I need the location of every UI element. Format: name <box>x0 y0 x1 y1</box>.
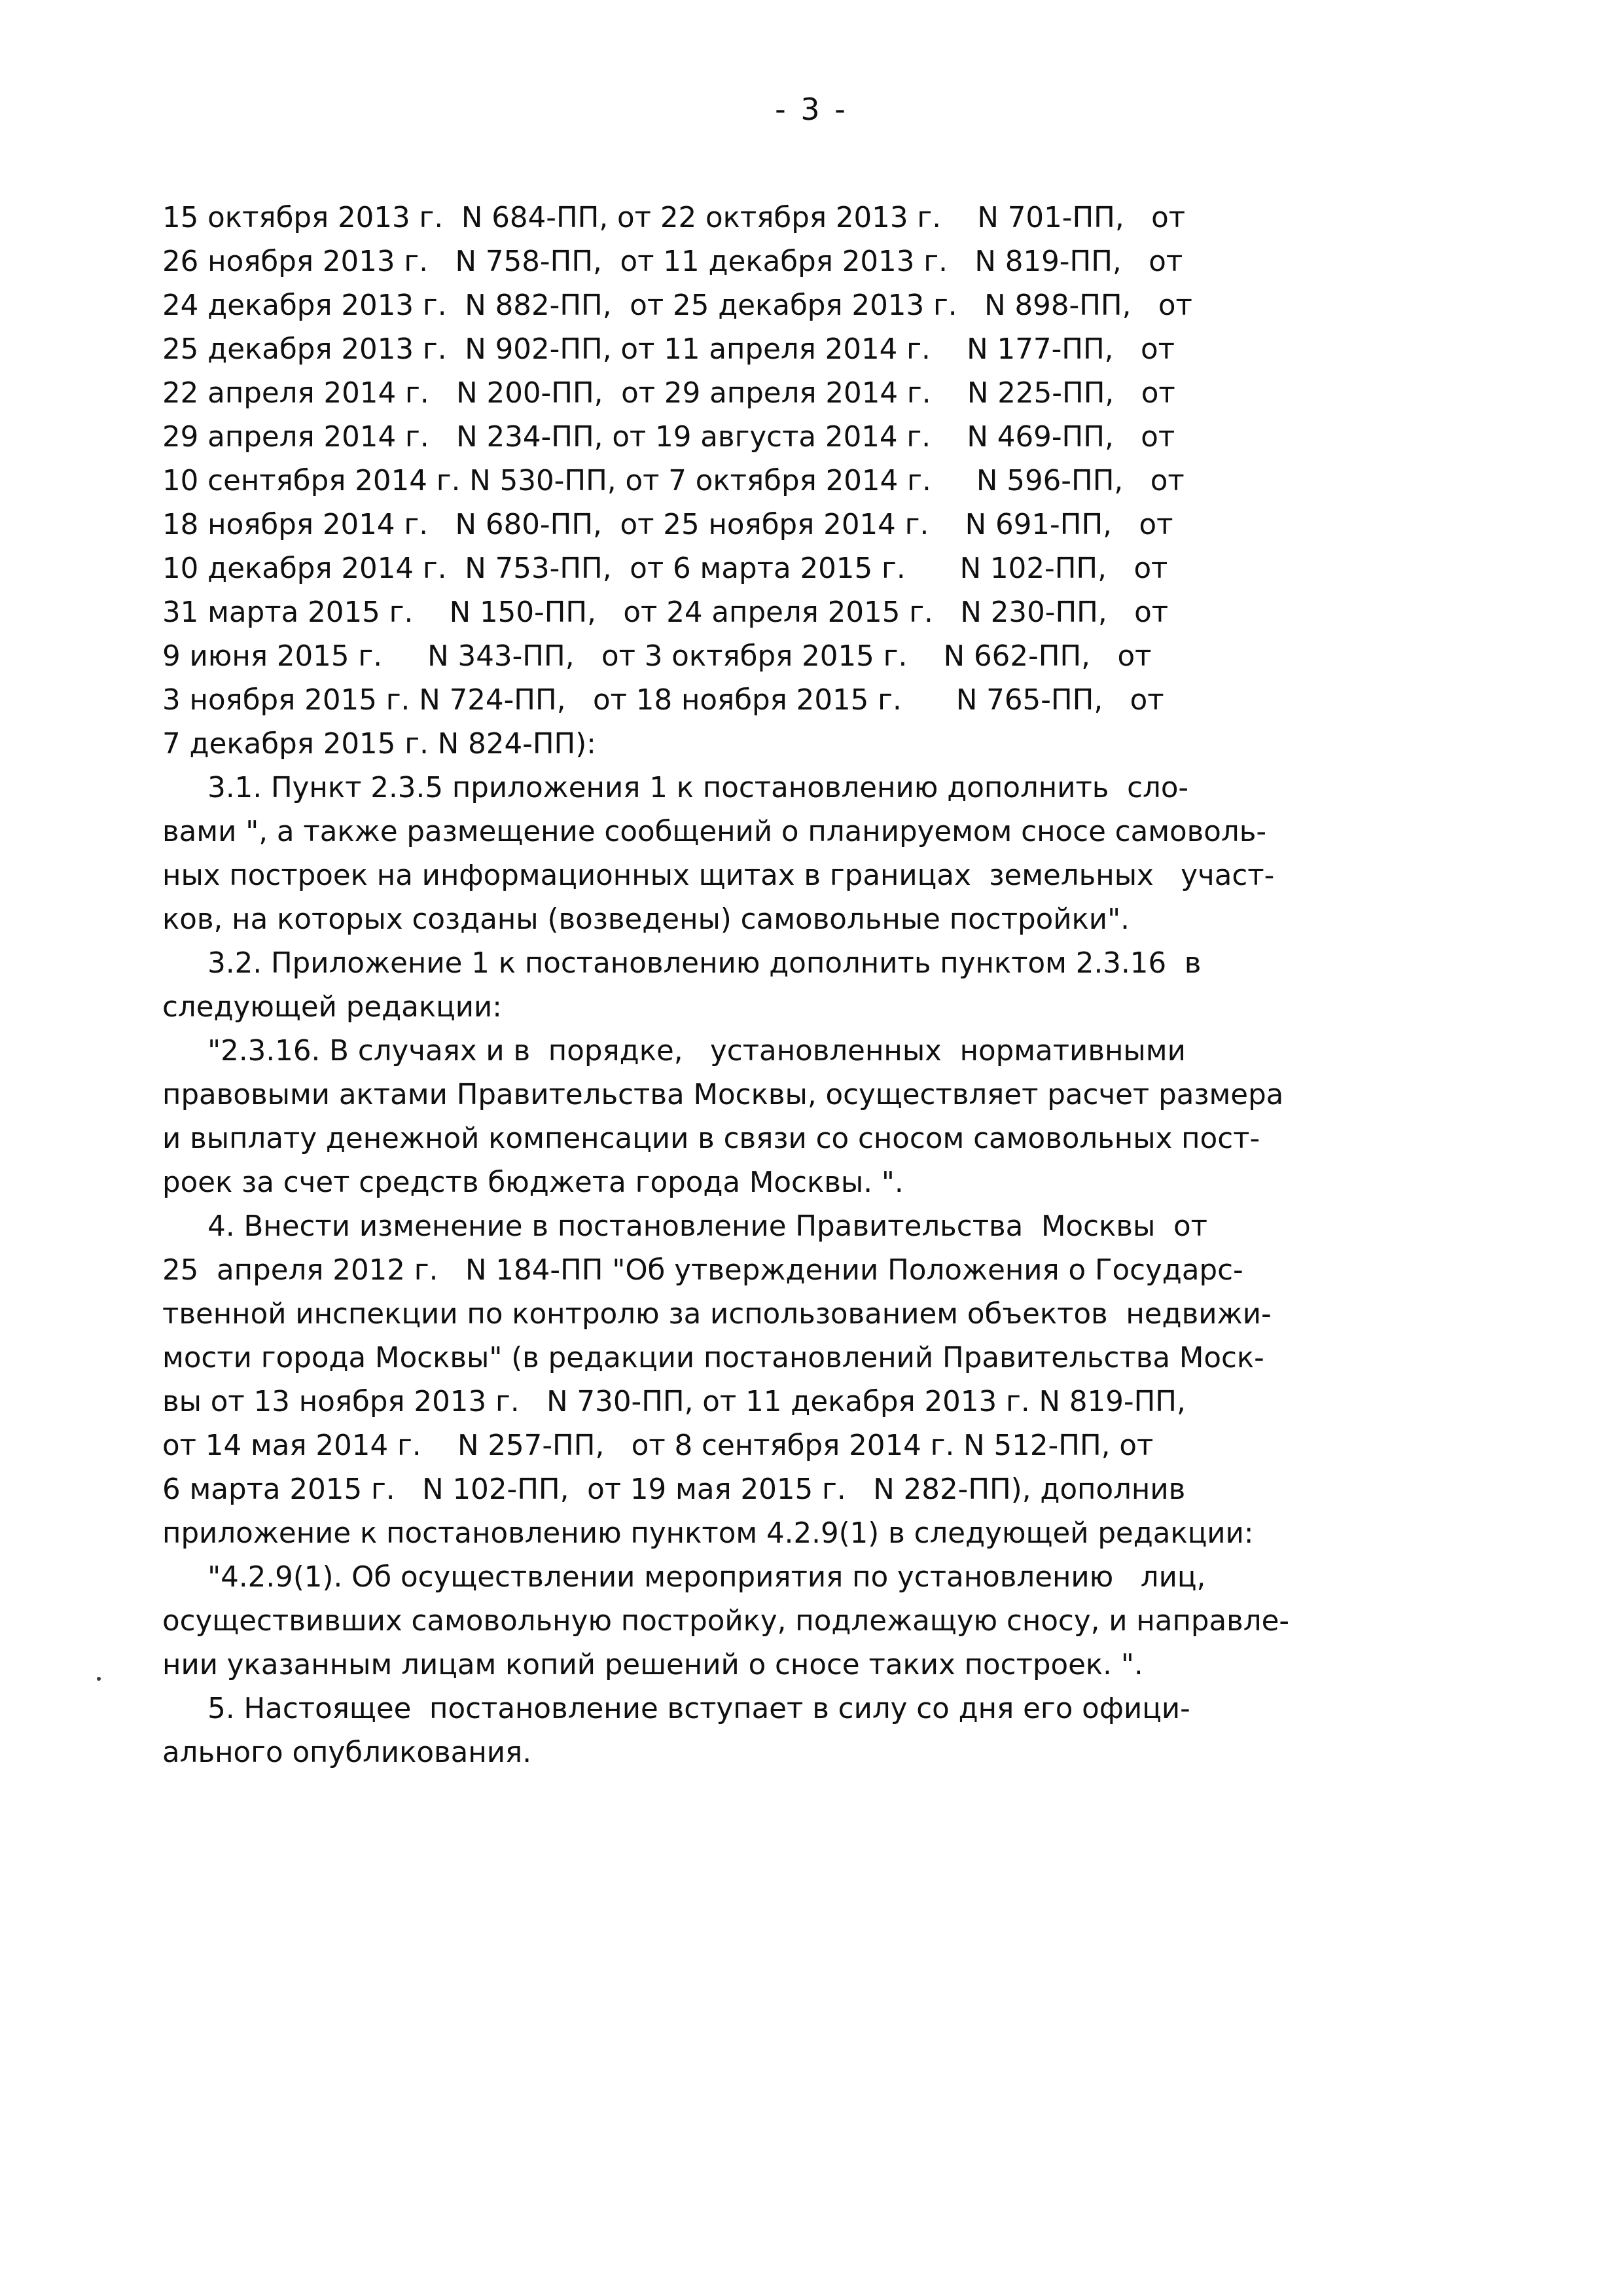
text-line: 5. Настоящее постановление вступает в силу со дня его офици- <box>162 1693 1190 1725</box>
margin-mark <box>97 1677 101 1681</box>
text-line: 10 декабря 2014 г. N 753-ПП, от 6 марта 2015 г. N 102-ПП, от <box>162 552 1168 585</box>
text-line: твенной инспекции по контролю за использованием объектов недвижи- <box>162 1298 1272 1331</box>
text-line: мости города Москвы" (в редакции постановлений Правительства Моск- <box>162 1342 1264 1374</box>
text-line: 10 сентября 2014 г. N 530-ПП, от 7 октября 2014 г. N 596-ПП, от <box>162 465 1185 497</box>
page-number: - 3 - <box>775 92 848 127</box>
document-body <box>162 196 1461 1775</box>
text-line: правовыми актами Правительства Москвы, осуществляет расчет размера <box>162 1079 1284 1111</box>
text-line: 15 октября 2013 г. N 684-ПП, от 22 октября 2013 г. N 701-ПП, от <box>162 202 1186 234</box>
text-line: 29 апреля 2014 г. N 234-ПП, от 19 августа 2014 г. N 469-ПП, от <box>162 421 1175 454</box>
text-line: вами ", а также размещение сообщений о планируемом сносе самоволь- <box>162 816 1267 848</box>
text-line: 7 декабря 2015 г. N 824-ПП): <box>162 728 596 761</box>
text-line: 26 ноября 2013 г. N 758-ПП, от 11 декабря 2013 г. N 819-ПП, от <box>162 245 1183 278</box>
text-line: 4. Внести изменение в постановление Правительства Москвы от <box>162 1210 1207 1243</box>
text-line: и выплату денежной компенсации в связи со сносом самовольных пост- <box>162 1122 1260 1155</box>
text-line: "2.3.16. В случаях и в порядке, установленных нормативными <box>162 1035 1186 1067</box>
text-line: роек за счет средств бюджета города Москвы. ". <box>162 1166 904 1199</box>
text-line: "4.2.9(1). Об осуществлении мероприятия по установлению лиц, <box>162 1561 1206 1594</box>
text-line: 24 декабря 2013 г. N 882-ПП, от 25 декабря 2013 г. N 898-ПП, от <box>162 289 1192 322</box>
text-line: 9 июня 2015 г. N 343-ПП, от 3 октября 2015 г. N 662-ПП, от <box>162 640 1152 673</box>
text-line: осуществивших самовольную постройку, подлежащую сносу, и направле- <box>162 1605 1290 1638</box>
text-line: ального опубликования. <box>162 1736 532 1769</box>
text-line: ных построек на информационных щитах в границах земельных участ- <box>162 859 1275 892</box>
text-line: 18 ноября 2014 г. N 680-ПП, от 25 ноября 2014 г. N 691-ПП, от <box>162 509 1173 541</box>
text-line: 25 декабря 2013 г. N 902-ПП, от 11 апреля 2014 г. N 177-ПП, от <box>162 333 1175 366</box>
text-line: вы от 13 ноября 2013 г. N 730-ПП, от 11 декабря 2013 г. N 819-ПП, <box>162 1386 1186 1418</box>
text-line: ков, на которых созданы (возведены) самовольные постройки". <box>162 903 1130 936</box>
text-line: 3.1. Пункт 2.3.5 приложения 1 к постановлению дополнить сло- <box>162 772 1189 804</box>
text-line: 3.2. Приложение 1 к постановлению дополнить пунктом 2.3.16 в <box>162 947 1202 980</box>
text-line: нии указанным лицам копий решений о сносе таких построек. ". <box>162 1649 1143 1681</box>
text-line: 25 апреля 2012 г. N 184-ПП "Об утверждении Положения о Государс- <box>162 1254 1243 1287</box>
text-line: 6 марта 2015 г. N 102-ПП, от 19 мая 2015 г. N 282-ПП), дополнив <box>162 1473 1186 1506</box>
text-line: следующей редакции: <box>162 991 502 1024</box>
text-line: от 14 мая 2014 г. N 257-ПП, от 8 сентября 2014 г. N 512-ПП, от <box>162 1429 1154 1462</box>
text-line: 3 ноября 2015 г. N 724-ПП, от 18 ноября 2015 г. N 765-ПП, от <box>162 684 1164 717</box>
text-line: 31 марта 2015 г. N 150-ПП, от 24 апреля 2015 г. N 230-ПП, от <box>162 596 1169 629</box>
text-line: 22 апреля 2014 г. N 200-ПП, от 29 апреля 2014 г. N 225-ПП, от <box>162 377 1175 410</box>
text-line: приложение к постановлению пунктом 4.2.9(1) в следующей редакции: <box>162 1517 1254 1550</box>
